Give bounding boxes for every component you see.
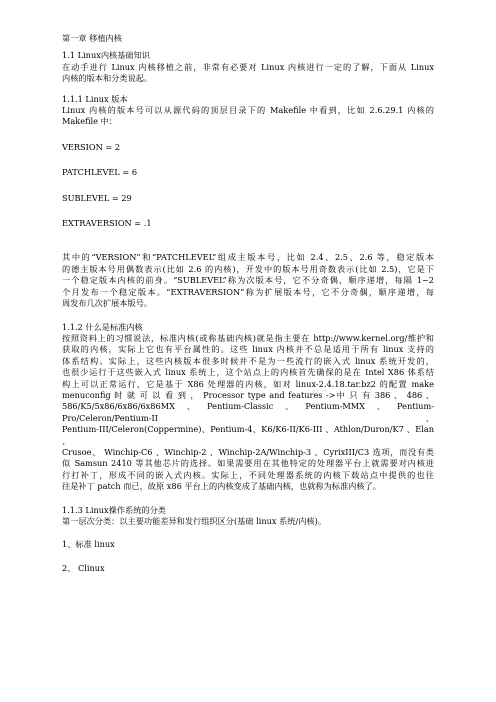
paragraph-line: Pentium-III/Celeron(Coppermine)、Pentium-4、K6/K6-II/K6-III 、Athlon/Duron/K7 、Elan 、 (62, 424, 434, 446)
intro-line: 在动手进行 Linux 内核移植之前，非常有必要对 Linux 内核进行一定的了解，下面从 Linux (62, 61, 434, 72)
intro-line: 内核的版本和分类说起。 (62, 73, 153, 84)
paragraph-line: 的德主版本号用偶数表示(比如 2.6 的内核)，开发中的版本号用奇数表示(比如 2.5)，它是下 (62, 263, 434, 274)
paragraph-line: 586/K5/5x86/6x86/6x86MX、Pentium-Classic、Pentium-MMX、Pentium-Pro/Celeron/Pentium-II、 (62, 401, 434, 423)
code-sublevel: SUBLEVEL = 29 (62, 192, 132, 203)
paragraph-line: 一个稳定版本内核的前身。“SUBLEVEL”称为次版本号，它不分奇偶，顺序递增，每隔 1~2 (62, 275, 434, 286)
section-heading-1-1: 1.1 Linux内核基础知识 (62, 50, 150, 61)
standard-kernel-paragraph (62, 333, 434, 493)
list-item: 1、标准 linux (62, 539, 115, 550)
paragraph-line: 构上可以正常运行，它是基于 X86 处理器的内核，如对 linux-2.4.18.tar.bz2 的配置 make (62, 378, 434, 389)
paragraph-line: Crusoe、 Winchip-C6 、Winchip-2 、Winchip-2A/Winchip-3 、CyrixIII/C3 选项，而没有类 (62, 446, 434, 457)
intro-line: Makefile 中： (62, 116, 117, 127)
code-version: VERSION = 2 (62, 141, 121, 152)
paragraph-line: 其中的“VERSION”和“PATCHLEVEL”组成主版本号，比如 2.4、2.5、2.6 等，稳定版本 (62, 252, 434, 263)
paragraph-line: 按照资料上的习惯说法，标准内核(或称基础内核)就是指主要在 http://www.kernel.org/维护和 (62, 332, 434, 343)
paragraph-line: 行打补丁，形成不同的嵌入式内核。实际上，不同处理器系统的内核下载站点中提供的也往 (62, 469, 434, 480)
intro-line: Linux 内核的版本号可以从源代码的顶层目录下的 Makefile 中看到，比如 2.6.29.1 内核的 (62, 105, 434, 116)
paragraph-line: menuconfig 时 就 可 以 看 到 ， Processor type and features ->中 只 有 386 、 486 、 (62, 389, 434, 400)
code-extraversion: EXTRAVERSION = .1 (62, 218, 152, 229)
code-patchlevel: PATCHLEVEL = 6 (62, 167, 138, 178)
classification-intro: 第一层次分类：以主要功能差异和发行组织区分(基础 linux 系统/内核)。 (62, 516, 327, 526)
paragraph-line: 往是补丁 patch 而已，故原 x86 平台上的内核变成了基础内核，也就称为标准内核了。 (62, 481, 381, 492)
section-heading-1-1-1: 1.1.1 Linux 版本 (62, 93, 128, 104)
paragraph-line: 也很少运行于这些嵌入式 linux 系统上，这个站点上的内核首先确保的是在 Intel X86 体系结 (62, 367, 434, 378)
section-1-1-intro (62, 62, 434, 85)
section-heading-1-1-2: 1.1.2 什么是标准内核 (62, 321, 143, 332)
section-1-1-1-intro (62, 105, 434, 128)
paragraph-line: 似 Samsun 2410 等其他芯片的选择。如果需要用在其他特定的处理器平台上就需要对内核进 (62, 458, 434, 469)
chapter-title: 第一章 移植内核 (62, 33, 122, 43)
paragraph-line: 获取的内核，实际上它也有平台属性的。这些 linux 内核并不总是适用于所有 linux 支持的 (62, 344, 434, 355)
document-body (62, 33, 434, 574)
list-item: 2、 Clinux (62, 562, 105, 573)
version-explanation (62, 252, 434, 309)
paragraph-line: 个月发布一个稳定版本。“EXTRAVERSION”称为扩展版本号，它不分奇偶，顺序递增，每 (62, 286, 434, 297)
section-heading-1-1-3: 1.1.3 Linux操作系统的分类 (62, 504, 166, 515)
paragraph-line: 体系结构。实际上，这些内核版本很多时候并不是为一些流行的嵌入式 linux 系统开发的， (62, 355, 434, 366)
paragraph-line: 周发布几次扩展本版号。 (62, 298, 153, 309)
